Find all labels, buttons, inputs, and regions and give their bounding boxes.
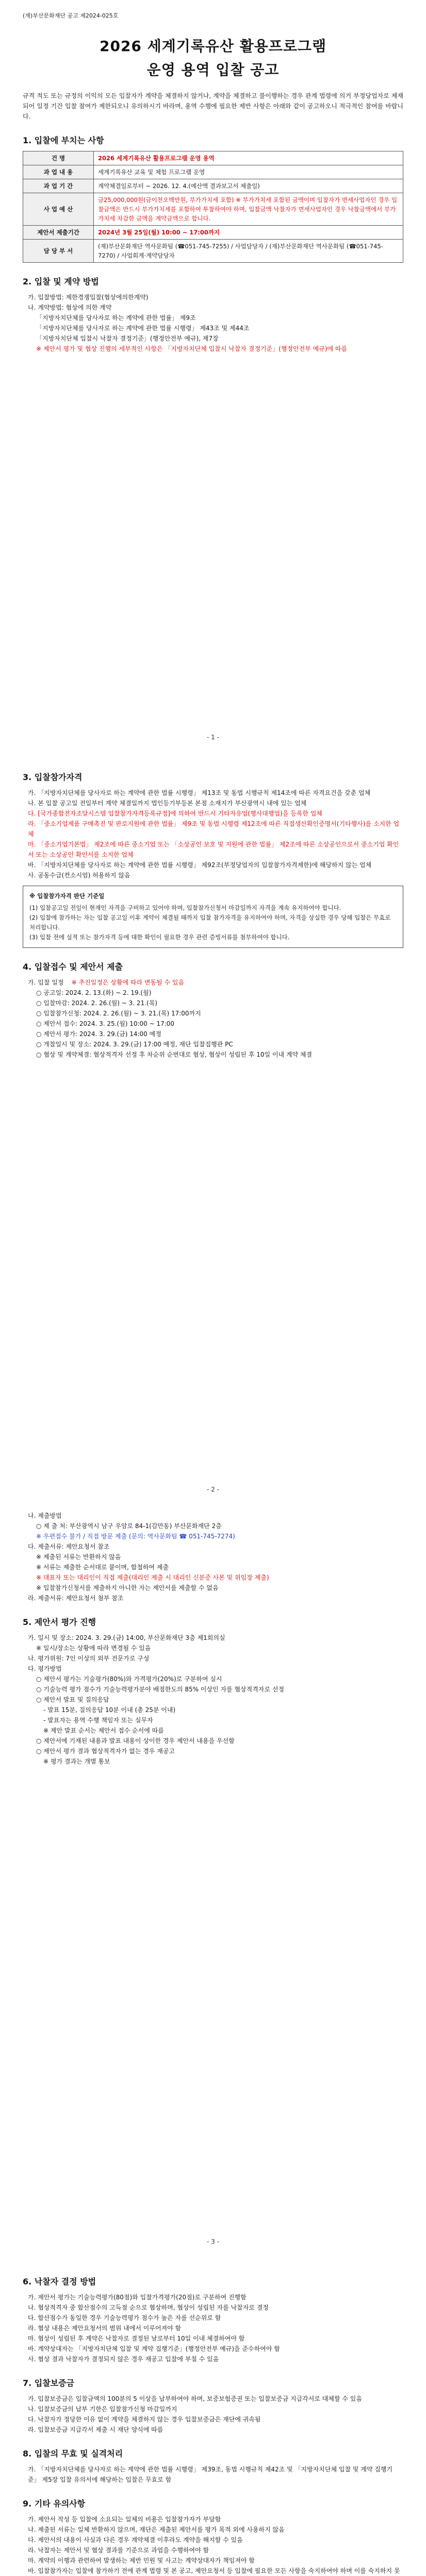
section-7-title: 7. 입찰보증금 (23, 2378, 75, 2388)
row-key: 과 업 기 간 (23, 179, 94, 193)
bid-summary-table (23, 151, 403, 263)
list-item: ○ 제 출 처: 부산광역시 남구 우암로 84-1(감만동) 부산문화재단 2층 (36, 1522, 222, 1530)
list-item: 사. 협상 결과 낙찰자가 결정되지 않은 경우 재공고 입찰에 부칠 수 있음 (28, 2355, 219, 2363)
page-title-line1: 2026 세계기록유산 활용프로그램 (99, 38, 326, 55)
list-item: 바. 계약상대자는 「지방자치단체 입찰 및 계약 집행기준」(행정안전부 예규)을 준수하여야 함 (28, 2345, 280, 2352)
list-item: ※ 제안서 평가 및 협상 진행의 세부적인 사항은 「지방자치단체 입찰시 낙찰자 결정기준」(행정안전부 예규)에 따름 (36, 345, 348, 352)
list-item: ○ 기술능력 평가 점수가 기술능력평가분야 배점한도의 85% 이상인 자를 협상적격자로 선정 (36, 1686, 285, 1693)
list-item: ○ 제안서 평가: 2024. 3. 29.(금) 14:00 예정 (36, 1030, 161, 1038)
page-1 (0, 0, 426, 752)
table-row (23, 240, 403, 263)
row-value: 2026 세계기록유산 활용프로그램 운영 용역 (94, 151, 403, 165)
notice-number: (재)부산문화재단 공고 제2024-025호 (23, 12, 119, 19)
table-row (23, 165, 403, 179)
row-key: 과 업 내 용 (23, 165, 94, 179)
list-item: ○ 입찰마감: 2024. 2. 26.(월) ~ 3. 21.(목) (36, 999, 157, 1007)
list-item: - 발표자는 용역 수행 책임자 또는 실무자 (43, 1717, 153, 1724)
page-number: - 2 - (207, 1486, 219, 1493)
section-5-title: 5. 제안서 평가 진행 (23, 1617, 96, 1627)
page-2 (0, 752, 426, 1504)
list-item: 라. 「중소기업제품 구매촉진 및 판로지원에 관한 법률」 제9조 및 동법 시행령 제12조에 따른 직접생산확인증명서(기타행사)를 소지한 업체 (28, 820, 400, 838)
list-item: ○ 제안서 발표 및 질의응답 (36, 1696, 109, 1703)
list-item: 나. 계약방법: 협상에 의한 계약 (28, 304, 112, 311)
section-1-title: 1. 입찰에 부치는 사항 (23, 135, 104, 145)
schedule-label: 가. 입찰 일정 (28, 979, 64, 986)
row-value: 금25,000,000원(금이천오백만원, 부가가치세 포함) ※ 부가가치세 포함된 금액이며 입찰자가 면세사업자인 경우 입찰금액은 반드시 부가가치세를 포함하여 투찰하여야 하며, 입찰금액 낙찰자가 면세사업자인 경우 낙찰금액에서 부가가치세 차감한 금액을 계약금액으로 합니다. (94, 193, 403, 226)
list-item: 나. 입찰보증금의 납부 기한은 입찰참가신청 마감일까지 (28, 2405, 177, 2413)
table-row (23, 179, 403, 193)
section-6-title: 6. 낙찰자 결정 방법 (23, 2277, 96, 2286)
list-item: ※ 평가 결과는 개별 통보 (43, 1758, 110, 1765)
row-value: 계약체결일로부터 ~ 2026. 12. 4.(예산액 결과보고서 제출일) (94, 179, 403, 193)
list-item: ○ 입찰참가신청: 2024. 2. 26.(월) ~ 3. 21.(목) 17:00까지 (36, 1010, 201, 1017)
table-row (23, 151, 403, 165)
table-row (23, 226, 403, 240)
list-item: ○ 협상 및 계약체결: 협상적격자 선정 후 차순위 순번대로 협상, 협상이 성립된 후 10일 이내 계약 체결 (36, 1051, 313, 1058)
list-item: 가. 「지방자치단체를 당사자로 하는 계약에 관한 법률 시행령」 제13조 및 동법 시행규칙 제14조에 따른 자격요건을 갖춘 업체 (28, 789, 371, 796)
list-item: 라. 입찰보증금 지급각서 제출 시 재단 양식에 따름 (28, 2426, 163, 2433)
page-number: - 3 - (207, 2238, 219, 2245)
row-value: (재)부산문화재단 역사문화팀 (☎051-745-7255) / 사업담당자 / (재)부산문화재단 역사문화팀 (☎051-745-7270) / 사업회계·계약담당자 (94, 240, 403, 263)
list-item: 바. 「지방자치단체를 당사자로 하는 계약에 관한 법률 시행령」 제92조(부정당업자의 입찰참가자격제한)에 해당하지 않는 업체 (28, 861, 372, 869)
list-item: ※ 우편접수 불가 / 직접 방문 제출 (문의: 역사문화팀 ☎ 051-745-7274) (36, 1533, 235, 1540)
page-number: - 1 - (207, 734, 219, 741)
list-item: 다. 제안서의 내용이 사실과 다른 경우 계약체결 이후라도 계약을 해지할 수 있음 (28, 2536, 243, 2544)
section-2-title: 2. 입찰 및 계약 방법 (23, 277, 99, 286)
list-item: 사. 공동수급(컨소시엄) 허용하지 않음 (28, 872, 130, 879)
section-9-title: 9. 기타 유의사항 (23, 2499, 86, 2509)
section-4-title: 4. 입찰접수 및 제안서 제출 (23, 962, 123, 972)
list-item: 나. 본 입찰 공고일 전일부터 계약 체결일까지 법인등기부등본 본점 소재지가 부산광역시 내에 있는 업체 (28, 800, 307, 807)
list-item: ○ 제안서에 기재된 내용과 발표 내용이 상이한 경우 제안서 내용을 우선함 (36, 1737, 235, 1744)
list-item: ※ 일시/장소는 상황에 따라 변경될 수 있음 (36, 1645, 151, 1652)
note-item: (1) 입찰공고일 전일이 현재인 자격을 구비하고 있어야 하며, 입찰참가신청서 마감일까지 자격을 계속 유지하여야 합니다. (29, 904, 341, 911)
list-item: 라. 협상 내용은 제안요청서의 범위 내에서 이루어져야 함 (28, 2325, 182, 2332)
list-item: ○ 개찰일시 및 장소: 2024. 3. 29.(금) 17:00 예정, 재단 입찰집행관 PC (36, 1041, 233, 1048)
list-item: 「지방자치단체를 당사자로 하는 계약에 관한 법률」 제9조 (36, 314, 196, 321)
list-item: 가. 입찰방법: 제한경쟁입찰(협상에의한계약) (28, 294, 149, 301)
page-3 (0, 1504, 426, 2257)
section-8-title: 8. 입찰의 무효 및 실격처리 (23, 2449, 123, 2459)
list-item: 「지방자치단체를 당사자로 하는 계약에 관한 법률 시행령」 제43조 및 제44조 (36, 325, 250, 332)
page-title-line2: 운영 용역 입찰 공고 (146, 61, 280, 78)
row-key: 담 당 부 서 (23, 240, 94, 263)
list-item: 다. 평가방법 (28, 1665, 62, 1672)
list-item: 다. 낙찰자가 정당한 이유 없이 계약을 체결하지 않는 경우 입찰보증금은 재단에 귀속됨 (28, 2416, 261, 2423)
list-item: 나. 평가위원: 7인 이상의 외부 전문가로 구성 (28, 1655, 150, 1662)
row-value: 2024년 3월 25일(월) 10:00 ~ 17:00까지 (94, 226, 403, 240)
note-title: ※ 입찰참가자격 판단 기준일 (29, 892, 105, 900)
list-item: - 발표 15분, 질의응답 10분 이내 (총 25분 이내) (43, 1706, 176, 1714)
list-item: ※ 제출된 서류는 반환하지 않음 (36, 1553, 121, 1561)
list-item: 마. 협상이 성립된 후 계약은 낙찰자로 결정된 날로부터 10일 이내 체결하여야 함 (28, 2335, 245, 2342)
list-item: ○ 제안서 접수: 2024. 3. 25.(월) 10:00 ~ 17:00 (36, 1020, 175, 1027)
schedule-note: ※ 추진일정은 상황에 따라 변동될 수 있음 (71, 979, 185, 986)
qualification-note-box (23, 886, 403, 948)
list-item: ※ 입찰참가신청서를 제출하지 아니한 자는 제안서를 제출할 수 없음 (36, 1584, 219, 1591)
list-item: ○ 제안서 평가는 기술평가(80%)와 가격평가(20%)로 구분하여 실시 (36, 1675, 222, 1683)
list-item: 라. 낙찰자는 제안서 및 협상 결과를 기준으로 과업을 수행하여야 함 (28, 2547, 209, 2554)
list-item: 가. 일시 및 장소: 2024. 3. 29.(금) 14:00, 부산문화재단 3층 제1회의실 (28, 1634, 225, 1641)
list-item: 다. 합산점수가 동일한 경우 기술능력평가 점수가 높은 자를 선순위로 함 (28, 2314, 221, 2321)
page-4 (0, 2257, 426, 2576)
list-item: 나. 제출방법 (28, 1512, 62, 1519)
list-item: 다. 제출서류: 제안요청서 참조 (28, 1543, 110, 1550)
note-item: (2) 입찰에 참가하는 자는 입찰 공고일 이후 계약이 체결될 때까지 입찰 참가자격을 유지하여야 하며, 자격을 상실한 경우 당해 입찰은 무효로 처리합니다. (29, 914, 391, 931)
intro-paragraph: 규격 적도 또는 규정의 이익의 모든 입찰자가 계약을 체결하지 않거나, 계약을 체결하고 불이행하는 경우 관계 법령에 의거 부정당업자로 제재되어 일정 기간 입찰 참여가 제한되오니 유의하시기 바라며, 용역 수행에 필요한 제반 사항은 아래와 같이 공고하오니 적극적인 참여를 바랍니다. (23, 92, 403, 120)
list-item: 마. 「중소기업기본법」 제2조에 따른 중소기업 또는 「소상공인 보호 및 지원에 관한 법률」 제2조에 따른 소상공인으로서 중소기업 확인서 또는 소상공인 확인서를 소지한 업체 (28, 841, 399, 858)
row-value: 세계기록유산 교육 및 체험 프로그램 운영 (94, 165, 403, 179)
list-item: 라. 제출서류: 제안요청서 첨부 참조 (28, 1595, 124, 1602)
list-item: 나. 협상적격자 중 합산점수의 고득점 순으로 협상하며, 협상이 성립된 자를 낙찰자로 결정 (28, 2304, 269, 2311)
list-item: 가. 입찰보증금은 입찰금액의 100분의 5 이상을 납부하여야 하며, 보증보험증권 또는 입찰보증금 지급각서로 대체할 수 있음 (28, 2395, 362, 2402)
list-item: 다. [국가종합전자조달시스템 입찰참가자격등록규정]에 의하여 반드시 기타자유업(행사대행업)을 등록한 업체 (28, 810, 322, 817)
list-item: ○ 제안서 평가 결과 협상적격자가 없는 경우 재공고 (36, 1748, 175, 1755)
section-3-title: 3. 입찰참가자격 (23, 772, 83, 782)
list-item: 마. 계약의 이행과 관련하여 발생하는 제반 민원 및 사고는 계약상대자가 책임져야 함 (28, 2557, 255, 2564)
list-item: 「지방자치단체 입찰시 낙찰자 결정기준」(행정안전부 예규), 제7장 (36, 335, 219, 342)
list-item: ※ 대표자 또는 대리인이 직접 제출(대리인 제출 시 대리인 신분증 사본 및 위임장 제출) (36, 1574, 269, 1581)
list-item: 바. 입찰참가자는 입찰에 참가하기 전에 관계 법령 및 본 공고, 제안요청서 등 입찰에 필요한 모든 사항을 숙지하여야 하며 이를 숙지하지 못 (28, 2567, 400, 2574)
row-key: 사 업 예 산 (23, 193, 94, 226)
table-row (23, 193, 403, 226)
list-item: ※ 제안 발표 순서는 제안서 접수 순서에 따름 (43, 1727, 164, 1734)
row-key: 제안서 제출기간 (23, 226, 94, 240)
list-item: ※ 서류는 제출한 순서대로 붙이며, 합철하여 제출 (36, 1564, 169, 1571)
list-item: 가. 제안서 평가는 기술능력평가(80점)와 입찰가격평가(20점)로 구분하여 진행함 (28, 2294, 247, 2301)
note-item: (3) 입찰 전에 실적 또는 참가자격 등에 대한 확인이 필요한 경우 관련 증빙서류를 첨부하여야 합니다. (29, 934, 290, 941)
row-key: 건 명 (23, 151, 94, 165)
list-item: ○ 공고일: 2024. 2. 13.(화) ~ 2. 19.(월) (36, 989, 152, 996)
list-item: 가. 제안서 작성 등 입찰에 소요되는 일체의 비용은 입찰참가자가 부담함 (28, 2516, 221, 2523)
list-item: 가. 「지방자치단체를 당사자로 하는 계약에 관한 법률 시행령」 제39조, 동법 시행규칙 제42조 및 「지방자치단체 입찰 및 계약 집행기준」 제5장 입찰 유의서에 해당하는 입찰은 무효로 함 (28, 2466, 393, 2483)
list-item: 나. 제출된 서류는 일체 반환하지 않으며, 재단은 제출된 제안서를 평가 목적 외에 사용하지 않음 (28, 2526, 285, 2533)
